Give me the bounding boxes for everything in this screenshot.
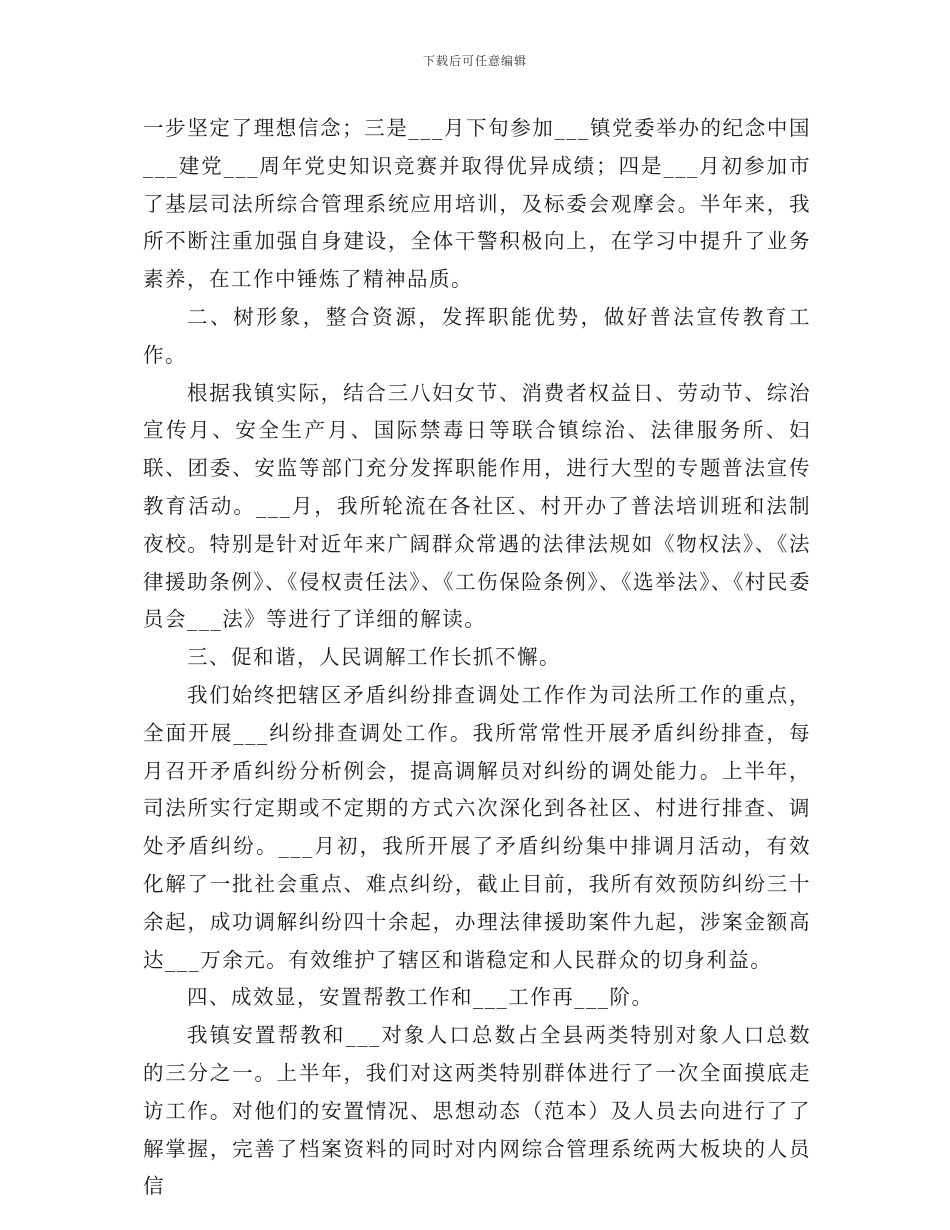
paragraph-4: 我镇安置帮教和___对象人口总数占全县两类特别对象人口总数的三分之一。上半年，我们对这两类特别群体进行了一次全面摸底走访工作。对他们的安置情况、思想动态（范本）及人员去向进行了了解掌握，完善了档案资料的同时对内网综合管理系统两大板块的人员信 bbox=[143, 1023, 811, 1199]
page-header: 下载后可任意编辑 bbox=[422, 54, 527, 68]
section-heading-3: 三、促和谐，人民调解工作长抓不懈。 bbox=[187, 645, 561, 670]
document-body bbox=[143, 110, 811, 1206]
section-heading-4: 四、成效显，安置帮教工作和___工作再___阶。 bbox=[187, 985, 654, 1010]
paragraph-3: 我们始终把辖区矛盾纠纷排查调处工作作为司法所工作的重点，全面开展___纠纷排查调处工作。我所常常性开展矛盾纠纷排查，每月召开矛盾纠纷分析例会，提高调解员对纠纷的调处能力。上半年，司法所实行定期或不定期的方式六次深化到各社区、村进行排查、调处矛盾纠纷。___月初，我所开展了矛盾纠纷集中排调月活动，有效化解了一批社会重点、难点纠纷，截止目前，我所有效预防纠纷三十余起，成功调解纠纷四十余起，办理法律援助案件九起，涉案金额高达___万余元。有效维护了辖区和谐稳定和人民群众的切身利益。 bbox=[143, 682, 811, 972]
paragraph-1: 一步坚定了理想信念；三是___月下旬参加___镇党委举办的纪念中国___建党___周年党史知识竞赛并取得优异成绩；四是___月初参加市了基层司法所综合管理系统应用培训，及标委会观摩会。半年来，我所不断注重加强自身建设，全体干警积极向上，在学习中提升了业务素养，在工作中锤炼了精神品质。 bbox=[143, 116, 811, 292]
paragraph-2: 根据我镇实际，结合三八妇女节、消费者权益日、劳动节、综治宣传月、安全生产月、国际禁毒日等联合镇综治、法律服务所、妇联、团委、安监等部门充分发挥职能作用，进行大型的专题普法宣传教育活动。___月，我所轮流在各社区、村开办了普法培训班和法制夜校。特别是针对近年来广阔群众常遇的法律法规如《物权法》、《法律援助条例》、《侵权责任法》、《工伤保险条例》、《选举法》、《村民委员会___法》等进行了详细的解读。 bbox=[143, 380, 811, 632]
section-heading-2: 二、树形象，整合资源，发挥职能优势，做好普法宣传教育工作。 bbox=[143, 304, 811, 367]
